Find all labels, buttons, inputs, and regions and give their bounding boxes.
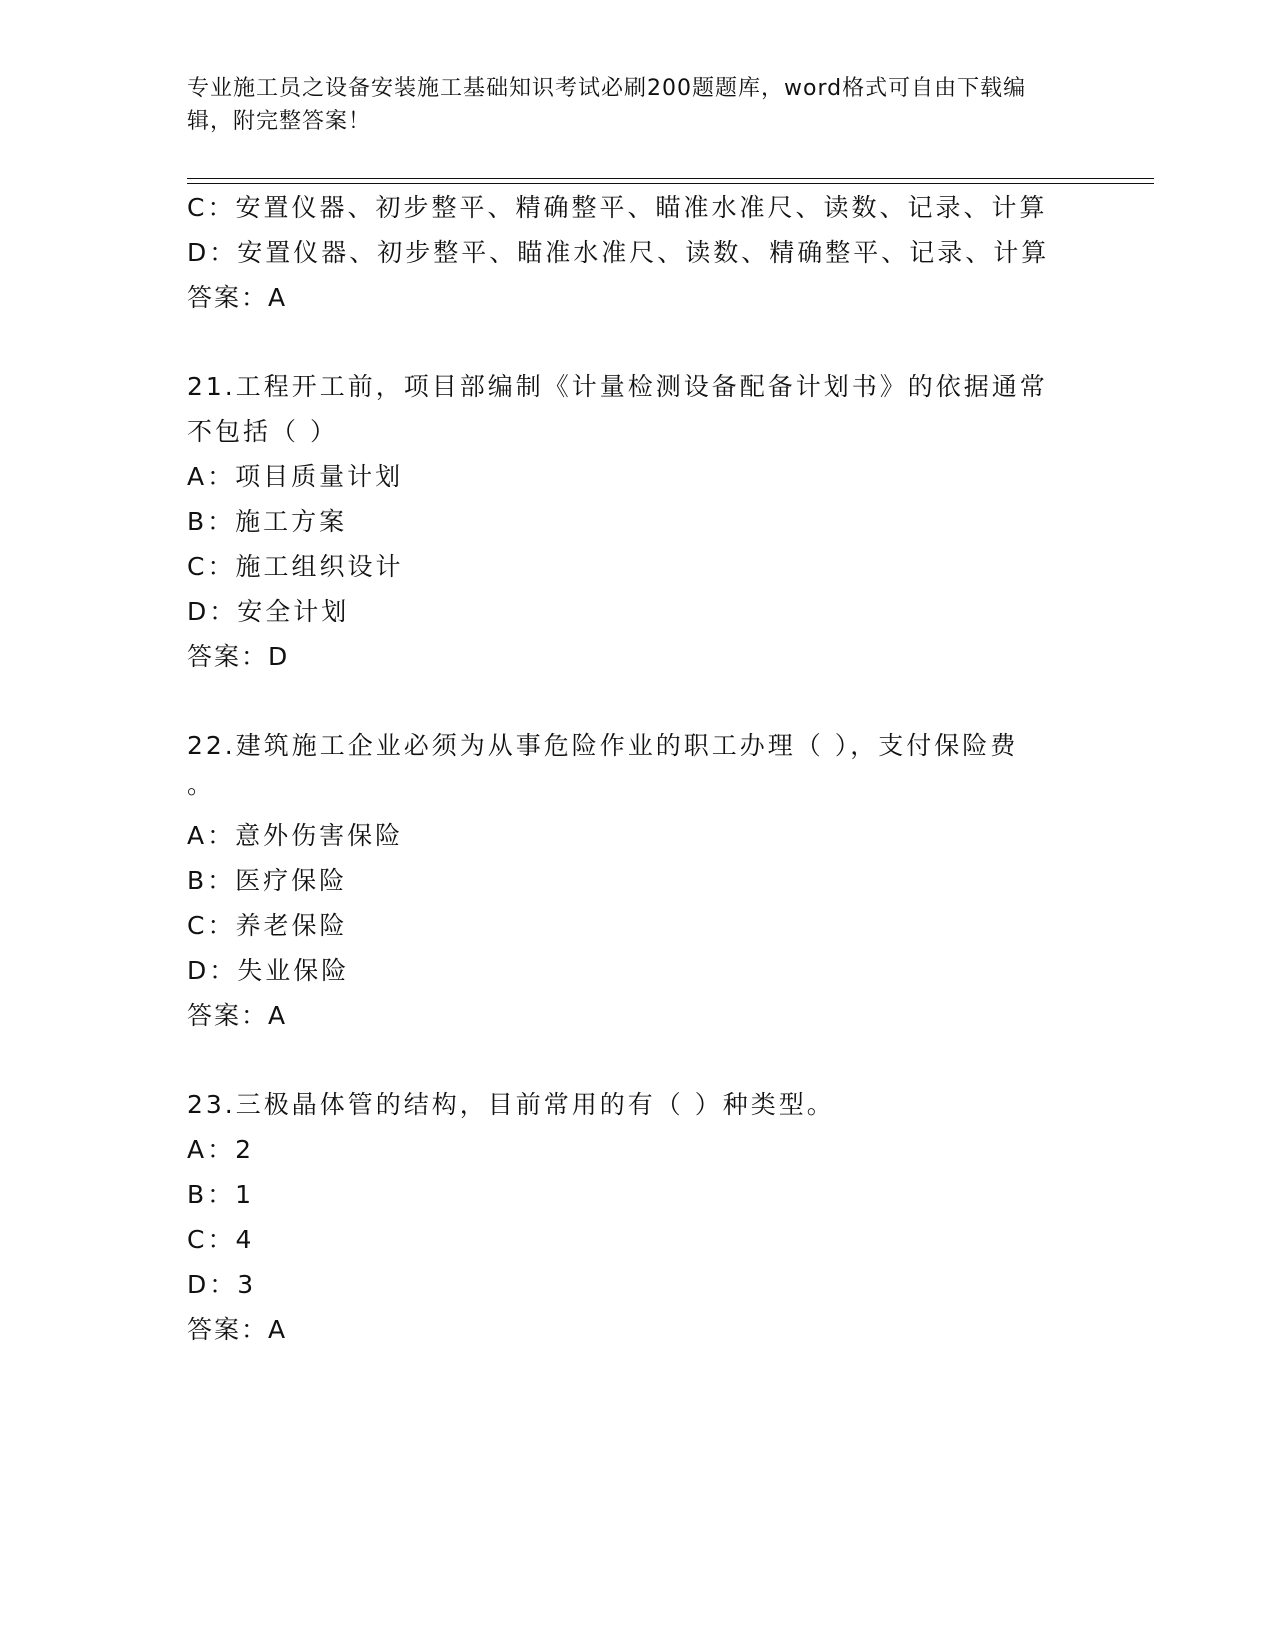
option-b: B：医疗保险	[187, 866, 348, 895]
option-a: A：2	[187, 1135, 255, 1164]
option-d: D：失业保险	[187, 956, 350, 985]
option-c: C：施工组织设计	[187, 552, 404, 581]
header-divider-bottom	[187, 183, 1154, 184]
answer: 答案：A	[187, 283, 288, 312]
question-stem: 22.建筑施工企业必须为从事危险作业的职工办理（ ），支付保险费	[187, 731, 1019, 760]
option-d: D：安置仪器、初步整平、瞄准水准尺、读数、精确整平、记录、计算	[187, 238, 1050, 267]
option-d: D：安全计划	[187, 597, 350, 626]
option-a: A：意外伤害保险	[187, 821, 404, 850]
question-stem: 23.三极晶体管的结构，目前常用的有（ ）种类型。	[187, 1090, 835, 1119]
option-a: A：项目质量计划	[187, 462, 404, 491]
answer: 答案：D	[187, 642, 290, 671]
question-stem-continued: 。	[187, 770, 216, 799]
answer: 答案：A	[187, 1001, 288, 1030]
document-header: 专业施工员之设备安装施工基础知识考试必刷200题题库，word格式可自由下载编辑，附完整答案！	[187, 76, 1027, 134]
header-divider-top	[187, 178, 1154, 179]
option-b: B：1	[187, 1180, 255, 1209]
answer: 答案：A	[187, 1315, 288, 1344]
option-c: C：安置仪器、初步整平、精确整平、瞄准水准尺、读数、记录、计算	[187, 193, 1048, 222]
question-stem: 21.工程开工前，项目部编制《计量检测设备配备计划书》的依据通常	[187, 372, 1048, 401]
option-b: B：施工方案	[187, 507, 348, 536]
question-stem-continued: 不包括（ ）	[187, 417, 338, 446]
option-c: C：4	[187, 1225, 255, 1254]
option-d: D：3	[187, 1270, 257, 1299]
option-c: C：养老保险	[187, 911, 348, 940]
